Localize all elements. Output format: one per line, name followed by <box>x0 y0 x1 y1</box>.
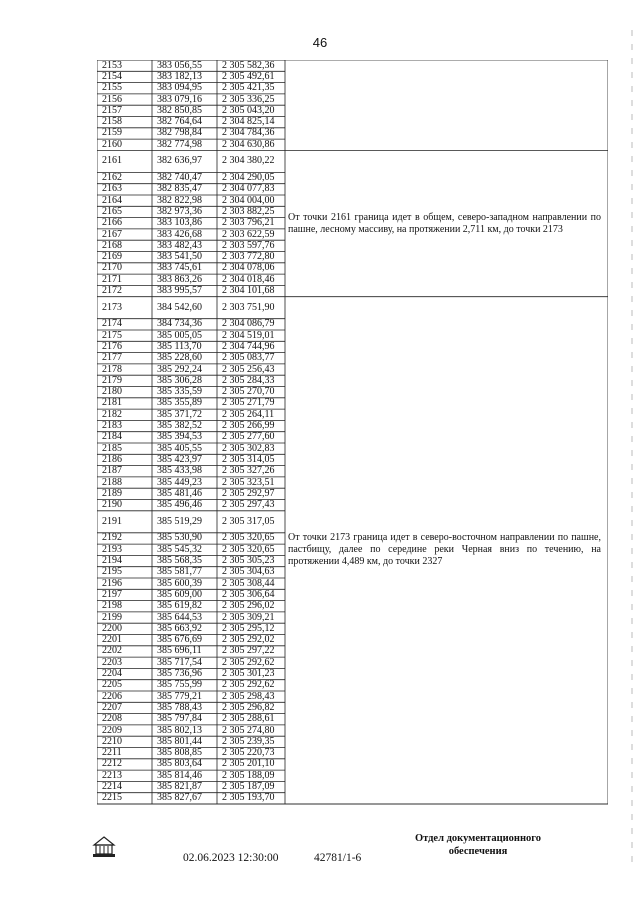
point-number: 2211 <box>102 747 122 759</box>
coordinate-x: 385 005,05 <box>157 329 202 341</box>
coordinate-x: 383 995,57 <box>157 285 202 297</box>
point-number: 2188 <box>102 476 122 488</box>
coordinate-x: 385 600,39 <box>157 577 202 589</box>
coordinate-y: 2 305 270,70 <box>222 386 275 398</box>
coordinate-x: 385 696,11 <box>157 645 202 657</box>
point-number: 2168 <box>102 239 122 251</box>
boundary-description: От точки 2173 граница идет в северо-восточном направлении по пашне, пастбищу, далее по середине реки Черная вниз по течению, на протяжении 4,489 км, до точки 2327 <box>288 532 601 568</box>
coordinate-y: 2 305 043,20 <box>222 104 275 116</box>
point-number: 2192 <box>102 532 122 544</box>
coordinate-x: 385 568,35 <box>157 555 202 567</box>
coordinate-y: 2 305 292,62 <box>222 656 275 668</box>
coordinate-y: 2 304 825,14 <box>222 116 275 128</box>
coordinate-x: 385 808,85 <box>157 747 202 759</box>
point-number: 2173 <box>102 301 122 313</box>
coordinate-y: 2 305 284,33 <box>222 374 275 386</box>
point-number: 2206 <box>102 690 122 702</box>
point-number: 2183 <box>102 420 122 432</box>
point-number: 2184 <box>102 431 122 443</box>
coordinate-y: 2 305 193,70 <box>222 792 275 804</box>
coordinate-x: 385 519,29 <box>157 515 202 527</box>
point-number: 2175 <box>102 329 122 341</box>
coordinate-x: 385 827,67 <box>157 792 202 804</box>
coordinate-y: 2 303 622,59 <box>222 228 275 240</box>
page-number: 46 <box>312 35 328 50</box>
coordinate-y: 2 303 597,76 <box>222 239 275 251</box>
coordinate-x: 383 182,13 <box>157 70 202 82</box>
coordinate-y: 2 305 201,10 <box>222 758 275 770</box>
point-number: 2165 <box>102 205 122 217</box>
coordinate-y: 2 304 630,86 <box>222 138 275 150</box>
coordinate-y: 2 304 004,00 <box>222 194 275 206</box>
coordinate-x: 385 581,77 <box>157 566 202 578</box>
coordinate-y: 2 305 271,79 <box>222 397 275 409</box>
coordinate-y: 2 305 277,60 <box>222 431 275 443</box>
coordinate-x: 385 797,84 <box>157 713 202 725</box>
point-number: 2181 <box>102 397 122 409</box>
footer-datetime: 02.06.2023 12:30:00 <box>183 852 279 864</box>
point-number: 2201 <box>102 634 122 646</box>
point-number: 2209 <box>102 724 122 736</box>
point-number: 2215 <box>102 792 122 804</box>
coordinate-x: 385 335,59 <box>157 386 202 398</box>
coordinate-x: 383 482,43 <box>157 239 202 251</box>
point-number: 2212 <box>102 758 122 770</box>
coordinate-y: 2 305 083,77 <box>222 352 275 364</box>
coordinate-x: 385 663,92 <box>157 622 202 634</box>
coordinate-y: 2 305 296,82 <box>222 701 275 713</box>
point-number: 2189 <box>102 487 122 499</box>
point-number: 2198 <box>102 600 122 612</box>
coordinate-y: 2 305 297,43 <box>222 499 275 511</box>
point-number: 2208 <box>102 713 122 725</box>
point-number: 2154 <box>102 70 122 82</box>
coordinate-x: 385 779,21 <box>157 690 202 702</box>
point-number: 2164 <box>102 194 122 206</box>
point-number: 2166 <box>102 217 122 229</box>
coordinate-x: 382 850,85 <box>157 104 202 116</box>
coordinate-y: 2 305 292,02 <box>222 634 275 646</box>
coordinate-x: 385 814,46 <box>157 769 202 781</box>
coordinate-x: 385 228,60 <box>157 352 202 364</box>
point-number: 2153 <box>102 59 122 71</box>
coordinate-x: 385 423,97 <box>157 453 202 465</box>
coordinate-x: 385 530,90 <box>157 532 202 544</box>
point-number: 2158 <box>102 116 122 128</box>
point-number: 2191 <box>102 515 122 527</box>
coordinate-y: 2 305 256,43 <box>222 363 275 375</box>
coordinate-x: 384 542,60 <box>157 301 202 313</box>
footer-doc-number: 42781/1-6 <box>314 852 362 864</box>
coordinate-x: 385 382,52 <box>157 420 202 432</box>
coordinate-y: 2 305 302,83 <box>222 442 275 454</box>
coordinate-y: 2 303 796,21 <box>222 217 275 229</box>
coordinate-x: 383 745,61 <box>157 262 202 274</box>
coordinate-x: 385 676,69 <box>157 634 202 646</box>
coordinate-x: 385 788,43 <box>157 701 202 713</box>
coordinate-x: 385 306,28 <box>157 374 202 386</box>
coordinate-y: 2 304 784,36 <box>222 127 275 139</box>
point-number: 2161 <box>102 155 122 167</box>
coordinate-y: 2 305 188,09 <box>222 769 275 781</box>
coordinate-x: 385 449,23 <box>157 476 202 488</box>
coordinate-x: 385 755,99 <box>157 679 202 691</box>
coordinate-y: 2 305 292,62 <box>222 679 275 691</box>
coordinate-y: 2 305 304,63 <box>222 566 275 578</box>
coordinate-y: 2 305 314,05 <box>222 453 275 465</box>
coordinate-y: 2 305 288,61 <box>222 713 275 725</box>
coordinate-y: 2 304 086,79 <box>222 318 275 330</box>
point-number: 2204 <box>102 668 122 680</box>
coordinate-y: 2 305 308,44 <box>222 577 275 589</box>
coordinate-x: 385 801,44 <box>157 735 202 747</box>
coordinate-x: 383 079,16 <box>157 93 202 105</box>
coordinate-y: 2 305 306,64 <box>222 588 275 600</box>
coordinate-x: 385 619,82 <box>157 600 202 612</box>
coordinate-y: 2 305 301,23 <box>222 668 275 680</box>
emblem-icon <box>90 835 118 859</box>
point-number: 2186 <box>102 453 122 465</box>
coordinate-x: 385 736,96 <box>157 668 202 680</box>
coordinate-y: 2 305 292,97 <box>222 487 275 499</box>
point-number: 2196 <box>102 577 122 589</box>
point-number: 2187 <box>102 465 122 477</box>
coordinate-x: 382 822,98 <box>157 194 202 206</box>
coordinate-y: 2 305 220,73 <box>222 747 275 759</box>
coordinate-y: 2 305 274,80 <box>222 724 275 736</box>
point-number: 2213 <box>102 769 122 781</box>
coordinate-y: 2 305 239,35 <box>222 735 275 747</box>
coordinate-x: 385 433,98 <box>157 465 202 477</box>
coordinate-y: 2 305 264,11 <box>222 408 275 420</box>
coordinate-x: 382 636,97 <box>157 155 202 167</box>
point-number: 2180 <box>102 386 122 398</box>
point-number: 2194 <box>102 555 122 567</box>
coordinate-x: 385 803,64 <box>157 758 202 770</box>
point-number: 2156 <box>102 93 122 105</box>
coordinate-x: 383 103,86 <box>157 217 202 229</box>
coordinate-y: 2 305 336,25 <box>222 93 275 105</box>
coordinate-y: 2 303 882,25 <box>222 205 275 217</box>
boundary-description: От точки 2161 граница идет в общем, северо-западном направлении по пашне, лесному массиву, на протяжении 2,711 км, до точки 2173 <box>288 211 601 235</box>
point-number: 2169 <box>102 251 122 263</box>
point-number: 2200 <box>102 622 122 634</box>
coordinate-y: 2 304 078,06 <box>222 262 275 274</box>
point-number: 2203 <box>102 656 122 668</box>
point-number: 2190 <box>102 499 122 511</box>
point-number: 2157 <box>102 104 122 116</box>
coordinate-x: 385 394,53 <box>157 431 202 443</box>
coordinate-y: 2 305 305,23 <box>222 555 275 567</box>
coordinate-y: 2 304 290,05 <box>222 172 275 184</box>
coordinate-y: 2 304 744,96 <box>222 340 275 352</box>
point-number: 2207 <box>102 701 122 713</box>
coordinate-y: 2 305 298,43 <box>222 690 275 702</box>
coordinate-x: 385 545,32 <box>157 543 202 555</box>
coordinate-x: 382 764,64 <box>157 116 202 128</box>
coordinate-x: 385 644,53 <box>157 611 202 623</box>
coordinate-x: 385 355,89 <box>157 397 202 409</box>
point-number: 2176 <box>102 340 122 352</box>
scan-edge-artifact <box>631 30 633 870</box>
coordinate-y: 2 305 582,36 <box>222 59 275 71</box>
coordinate-x: 385 405,55 <box>157 442 202 454</box>
coordinate-x: 385 609,00 <box>157 588 202 600</box>
point-number: 2197 <box>102 588 122 600</box>
point-number: 2177 <box>102 352 122 364</box>
coordinate-y: 2 305 323,51 <box>222 476 275 488</box>
coordinate-y: 2 304 519,01 <box>222 329 275 341</box>
coordinate-x: 385 292,24 <box>157 363 202 375</box>
point-number: 2155 <box>102 82 122 94</box>
coordinate-x: 382 973,36 <box>157 205 202 217</box>
office-stamp: Отдел документационного обеспечения <box>414 833 542 857</box>
point-number: 2205 <box>102 679 122 691</box>
point-number: 2210 <box>102 735 122 747</box>
point-number: 2163 <box>102 183 122 195</box>
point-number: 2182 <box>102 408 122 420</box>
coordinate-y: 2 305 187,09 <box>222 781 275 793</box>
coordinate-y: 2 305 320,65 <box>222 543 275 555</box>
coordinate-y: 2 305 296,02 <box>222 600 275 612</box>
coordinate-y: 2 304 380,22 <box>222 155 275 167</box>
point-number: 2195 <box>102 566 122 578</box>
coordinate-y: 2 305 297,22 <box>222 645 275 657</box>
coordinate-y: 2 305 320,65 <box>222 532 275 544</box>
coordinates-table <box>97 60 608 830</box>
coordinate-y: 2 305 317,05 <box>222 515 275 527</box>
point-number: 2167 <box>102 228 122 240</box>
coordinate-y: 2 303 772,80 <box>222 251 275 263</box>
point-number: 2199 <box>102 611 122 623</box>
point-number: 2202 <box>102 645 122 657</box>
coordinate-y: 2 305 421,35 <box>222 82 275 94</box>
point-number: 2159 <box>102 127 122 139</box>
point-number: 2178 <box>102 363 122 375</box>
coordinate-x: 385 717,54 <box>157 656 202 668</box>
coordinate-x: 385 481,46 <box>157 487 202 499</box>
coordinate-x: 383 863,26 <box>157 273 202 285</box>
point-number: 2172 <box>102 285 122 297</box>
coordinate-x: 382 835,47 <box>157 183 202 195</box>
coordinate-x: 385 496,46 <box>157 499 202 511</box>
point-number: 2185 <box>102 442 122 454</box>
coordinate-x: 384 734,36 <box>157 318 202 330</box>
point-number: 2171 <box>102 273 122 285</box>
coordinate-x: 383 094,95 <box>157 82 202 94</box>
point-number: 2160 <box>102 138 122 150</box>
coordinate-x: 383 426,68 <box>157 228 202 240</box>
coordinate-x: 385 371,72 <box>157 408 202 420</box>
coordinate-y: 2 304 018,46 <box>222 273 275 285</box>
coordinate-y: 2 303 751,90 <box>222 301 275 313</box>
coordinate-x: 382 774,98 <box>157 138 202 150</box>
coordinate-y: 2 304 077,83 <box>222 183 275 195</box>
coordinate-x: 385 113,70 <box>157 340 202 352</box>
coordinate-y: 2 304 101,68 <box>222 285 275 297</box>
coordinate-x: 385 821,87 <box>157 781 202 793</box>
coordinate-y: 2 305 295,12 <box>222 622 275 634</box>
point-number: 2174 <box>102 318 122 330</box>
coordinate-x: 385 802,13 <box>157 724 202 736</box>
coordinate-x: 383 056,55 <box>157 59 202 71</box>
coordinate-x: 383 541,50 <box>157 251 202 263</box>
point-number: 2162 <box>102 172 122 184</box>
point-number: 2193 <box>102 543 122 555</box>
coordinate-y: 2 305 309,21 <box>222 611 275 623</box>
coordinate-y: 2 305 327,26 <box>222 465 275 477</box>
coordinate-x: 382 740,47 <box>157 172 202 184</box>
point-number: 2179 <box>102 374 122 386</box>
coordinate-x: 382 798,84 <box>157 127 202 139</box>
point-number: 2170 <box>102 262 122 274</box>
coordinate-y: 2 305 492,61 <box>222 70 275 82</box>
coordinate-y: 2 305 266,99 <box>222 420 275 432</box>
point-number: 2214 <box>102 781 122 793</box>
